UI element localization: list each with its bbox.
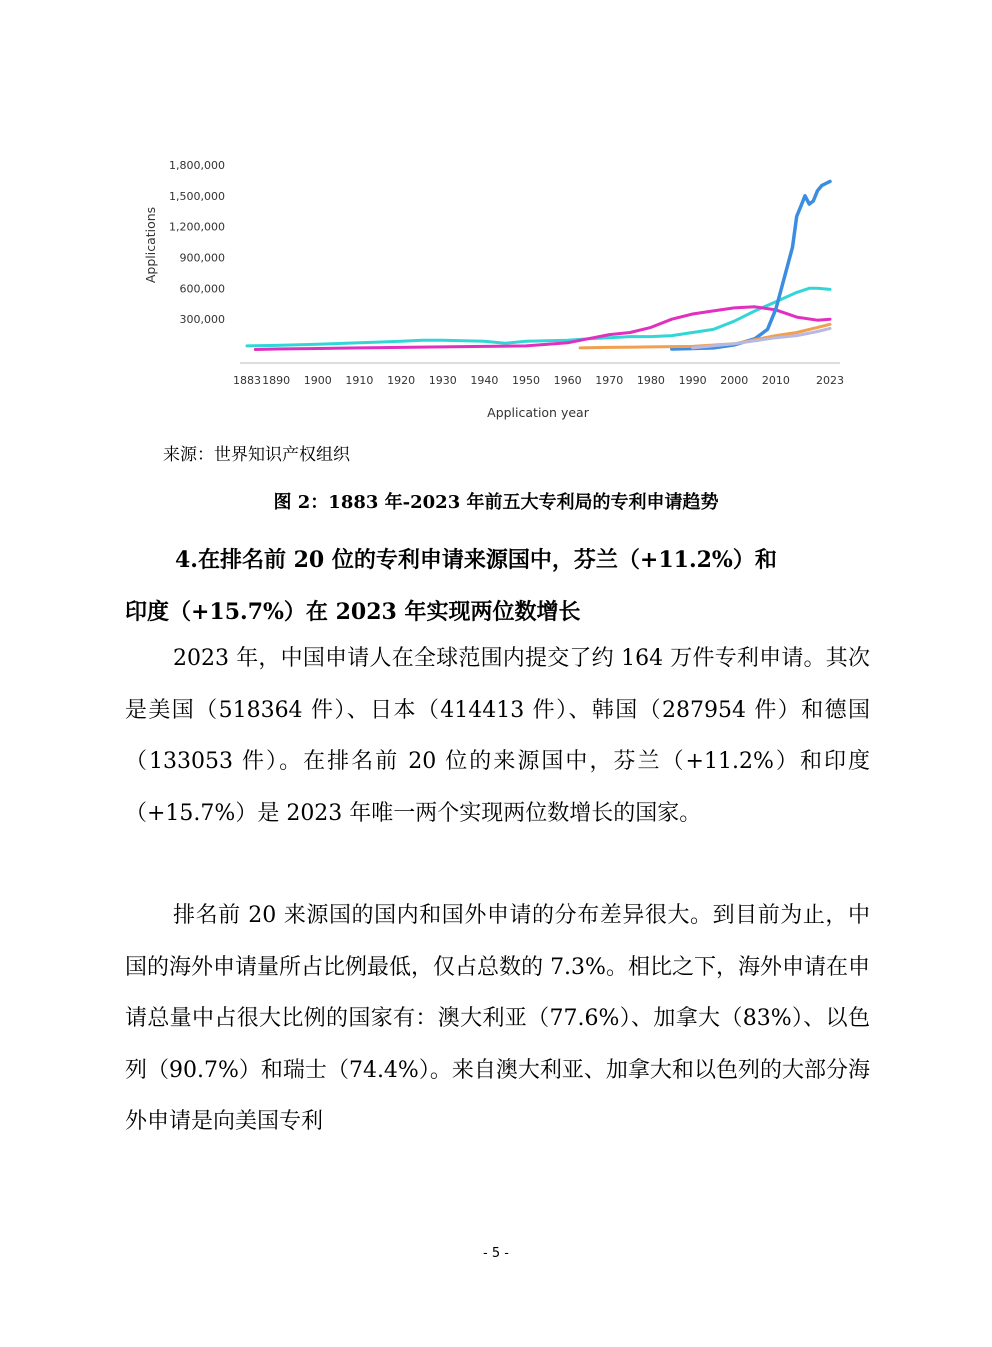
y-axis-title: Applications <box>143 206 158 284</box>
paragraph-1 <box>125 633 870 839</box>
paragraph-2-text: 排名前 20 来源国的国内和国外申请的分布差异很大。到目前为止，中国的海外申请量所占比例最低，仅占总数的 7.3%。相比之下，海外申请在申请总量中占很大比例的国家有：澳大利亚（77.6%）、加拿大（83%）、以色列（90.7%）和瑞士（74.4%）。来自澳大利亚、加拿大和以色列的大部分海外申请是向美国专利 <box>125 903 870 1134</box>
series-lines <box>247 181 830 349</box>
x-tick-label: 1890 <box>262 374 291 387</box>
x-tick-label: 2000 <box>720 374 749 387</box>
figure-caption: 图 2：1883 年-2023 年前五大专利局的专利申请趋势 <box>273 492 719 513</box>
x-tick-label: 1990 <box>678 374 707 387</box>
x-tick-label: 1970 <box>595 374 624 387</box>
x-tick-label: 1920 <box>387 374 416 387</box>
y-tick-label: 1,200,000 <box>169 220 225 234</box>
y-tick-label: 1,800,000 <box>169 159 225 172</box>
x-tick-label: 1940 <box>470 374 499 387</box>
x-tick-label: 1960 <box>553 374 582 387</box>
x-tick-label: 1900 <box>303 374 332 387</box>
x-tick-label: 1883 <box>233 374 261 387</box>
series-line <box>247 288 830 346</box>
y-tick-label: 300,000 <box>179 313 225 327</box>
y-tick-label: 1,500,000 <box>169 189 225 203</box>
heading-line-1: 4.在排名前 20 位的专利申请来源国中，芬兰（+11.2%）和 <box>175 547 777 573</box>
paragraph-1-text: 2023 年，中国申请人在全球范围内提交了约 164 万件专利申请。其次是美国（518364 件）、日本（414413 件）、韩国（287954 件）和德国（133053 件）。在排名前 20 位的来源国中，芬兰（+11.2%）和印度（+15.7%）是 2023 年唯一两个实现两位数增长的国家。 <box>125 646 870 826</box>
y-tick-label: 900,000 <box>179 251 225 265</box>
patent-trend-chart <box>140 140 860 440</box>
x-tick-label: 1930 <box>428 374 457 387</box>
series-line <box>672 181 830 349</box>
x-tick-label: 1910 <box>345 374 374 387</box>
x-tick-label: 2023 <box>816 374 844 387</box>
x-tick-labels <box>233 374 844 387</box>
paragraph-2 <box>125 890 870 1148</box>
section-heading <box>125 534 870 638</box>
x-axis-title: Application year <box>487 405 589 420</box>
chart-svg <box>140 140 860 440</box>
heading-line-2: 印度（+15.7%）在 2023 年实现两位数增长 <box>125 599 581 625</box>
y-tick-labels <box>169 159 225 326</box>
y-tick-label: 600,000 <box>179 282 225 296</box>
page-number: - 5 - <box>483 1246 509 1261</box>
x-tick-label: 1950 <box>512 374 541 387</box>
source-note: 来源：世界知识产权组织 <box>163 445 350 465</box>
x-tick-label: 1980 <box>636 374 665 387</box>
x-tick-label: 2010 <box>761 374 790 387</box>
